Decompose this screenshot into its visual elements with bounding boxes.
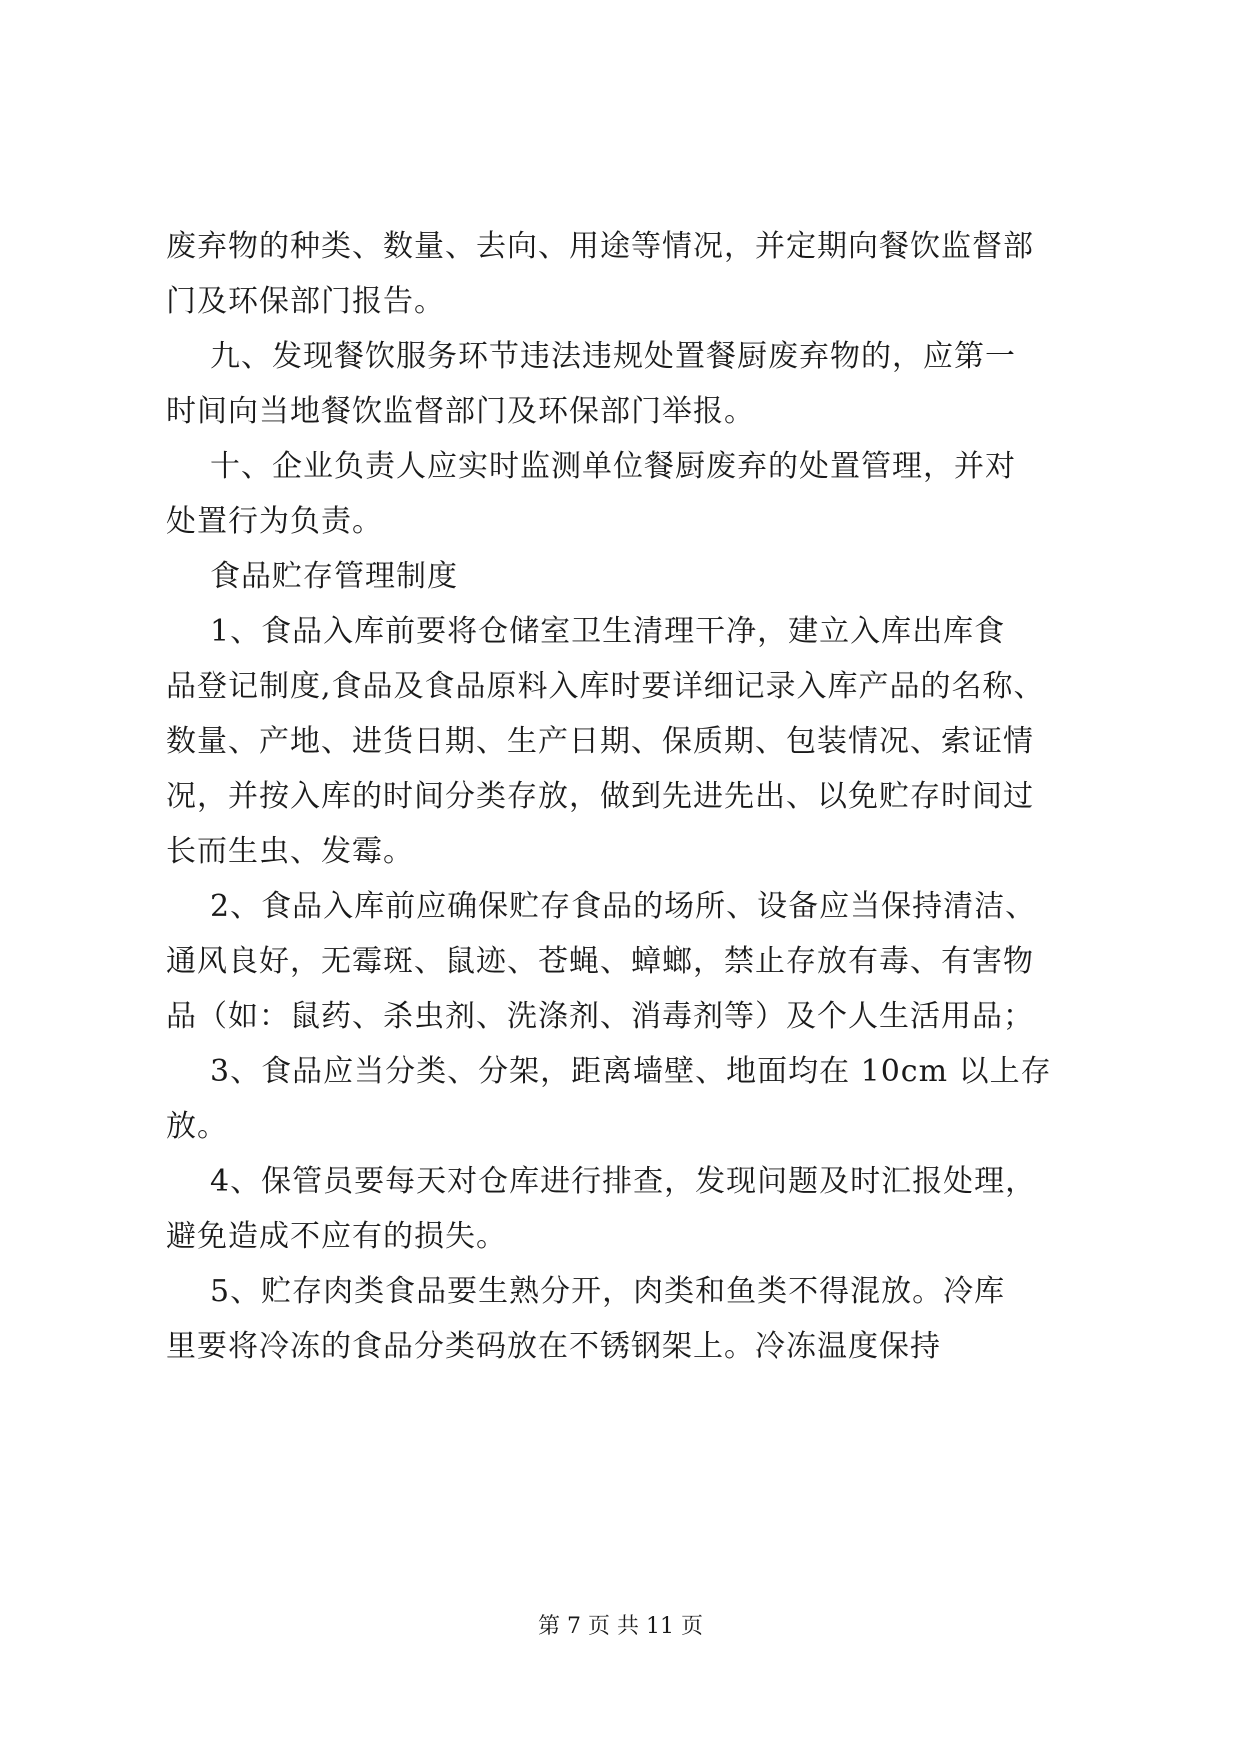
paragraph-line: 1、食品入库前要将仓储室卫生清理干净，建立入库出库食 xyxy=(210,614,1006,649)
text-line: 品登记制度,食品及食品原料入库时要详细记录入库产品的名称、 xyxy=(166,669,1045,704)
text-line: 里要将冷冻的食品分类码放在不锈钢架上。冷冻温度保持 xyxy=(166,1329,941,1364)
paragraph-line: 3、食品应当分类、分架，距离墙壁、地面均在 10cm 以上存 xyxy=(210,1054,1052,1089)
text-line: 数量、产地、进货日期、生产日期、保质期、包装情况、索证情 xyxy=(166,724,1034,759)
text-line: 放。 xyxy=(166,1109,228,1144)
paragraph-line: 九、发现餐饮服务环节违法违规处置餐厨废弃物的，应第一 xyxy=(210,339,1016,374)
paragraph-line: 5、贮存肉类食品要生熟分开，肉类和鱼类不得混放。冷库 xyxy=(210,1274,1006,1309)
paragraph-line: 4、保管员要每天对仓库进行排查，发现问题及时汇报处理， xyxy=(210,1164,1037,1199)
text-line: 品（如：鼠药、杀虫剂、洗涤剂、消毒剂等）及个人生活用品； xyxy=(166,999,1034,1034)
text-line: 废弃物的种类、数量、去向、用途等情况，并定期向餐饮监督部 xyxy=(166,229,1034,264)
paragraph-line: 十、企业负责人应实时监测单位餐厨废弃的处置管理，并对 xyxy=(210,449,1016,484)
text-line: 长而生虫、发霉。 xyxy=(166,834,414,869)
text-line: 通风良好，无霉斑、鼠迹、苍蝇、蟑螂，禁止存放有毒、有害物 xyxy=(166,944,1034,979)
text-line: 避免造成不应有的损失。 xyxy=(166,1219,507,1254)
text-line: 门及环保部门报告。 xyxy=(166,284,445,319)
text-line: 时间向当地餐饮监督部门及环保部门举报。 xyxy=(166,394,755,429)
paragraph-line: 2、食品入库前应确保贮存食品的场所、设备应当保持清洁、 xyxy=(210,889,1037,924)
text-line: 处置行为负责。 xyxy=(166,504,383,539)
text-line: 况，并按入库的时间分类存放，做到先进先出、以免贮存时间过 xyxy=(166,779,1034,814)
page-number-footer: 第 7 页 共 11 页 xyxy=(538,1614,703,1639)
section-heading: 食品贮存管理制度 xyxy=(210,559,458,594)
